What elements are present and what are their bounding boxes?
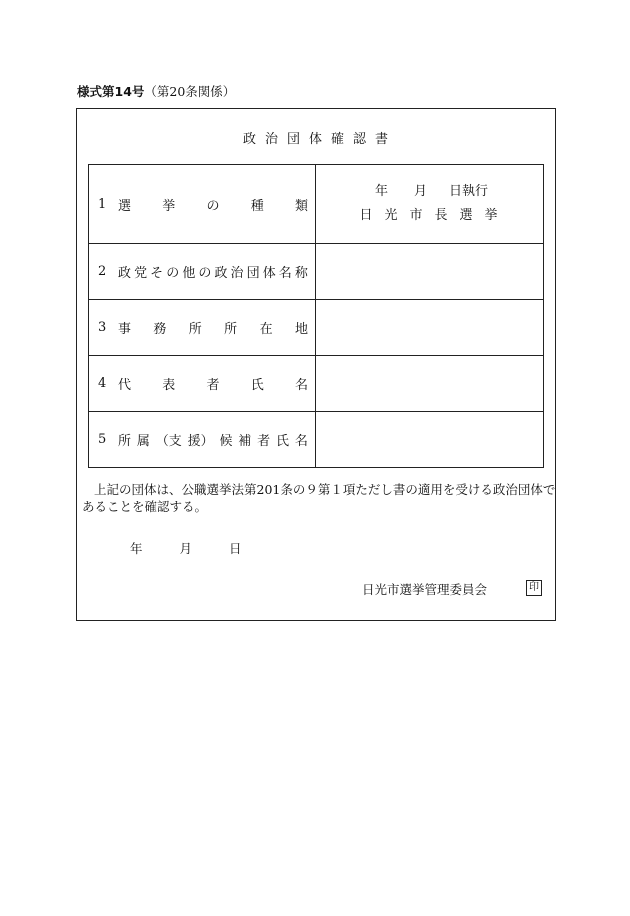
- month-label: 月: [413, 184, 427, 199]
- form-reference: （第20条関係）: [144, 84, 236, 99]
- execution-date: [316, 180, 543, 204]
- row-number: 3: [98, 320, 107, 335]
- committee-name: 日光市選挙管理委員会: [362, 582, 488, 597]
- signature-date: [130, 539, 279, 557]
- form-number-label: 様式第14号: [77, 84, 145, 99]
- row-label: 代 表 者 氏 名: [118, 378, 308, 393]
- value-cell: [316, 244, 544, 300]
- year-label: 年: [374, 184, 388, 199]
- value-cell: [316, 356, 544, 412]
- year-label: 年: [130, 541, 143, 556]
- day-label: 日: [229, 541, 242, 556]
- label-cell: [89, 356, 316, 412]
- label-cell: [89, 412, 316, 468]
- value-cell: [316, 300, 544, 356]
- row-label: 政 党 そ の 他 の 政 治 団 体 名 称: [118, 266, 308, 281]
- label-cell: [89, 165, 316, 244]
- table-row: [89, 300, 544, 356]
- row-label: 事 務 所 所 在 地: [118, 322, 308, 337]
- confirmation-statement: 上記の団体は、公職選挙法第201条の９第１項ただし書の適用を受ける政治団体であることを確認する。: [82, 482, 556, 514]
- month-label: 月: [179, 541, 193, 556]
- row-number: 5: [98, 432, 107, 447]
- row-label: 選 挙 の 種 類: [118, 198, 308, 214]
- seal-mark: 印: [526, 580, 542, 596]
- label-cell: [89, 244, 316, 300]
- row-number: 2: [98, 264, 107, 279]
- document-title: 政治団体確認書: [242, 132, 397, 147]
- table-row: [89, 165, 544, 244]
- table-row: [89, 412, 544, 468]
- row-number: 4: [98, 376, 107, 391]
- table-row: [89, 244, 544, 300]
- table-row: [89, 356, 544, 412]
- day-label: 日執行: [449, 184, 489, 199]
- election-type-value: [316, 165, 544, 244]
- row-label: 所 属 （支 援） 候 補 者 氏 名: [118, 434, 308, 449]
- label-cell: [89, 300, 316, 356]
- value-cell: [316, 412, 544, 468]
- row-number: 1: [98, 196, 107, 212]
- form-number: [77, 82, 235, 100]
- confirmation-table: [88, 164, 544, 468]
- election-name: 日光市長選挙: [359, 208, 510, 223]
